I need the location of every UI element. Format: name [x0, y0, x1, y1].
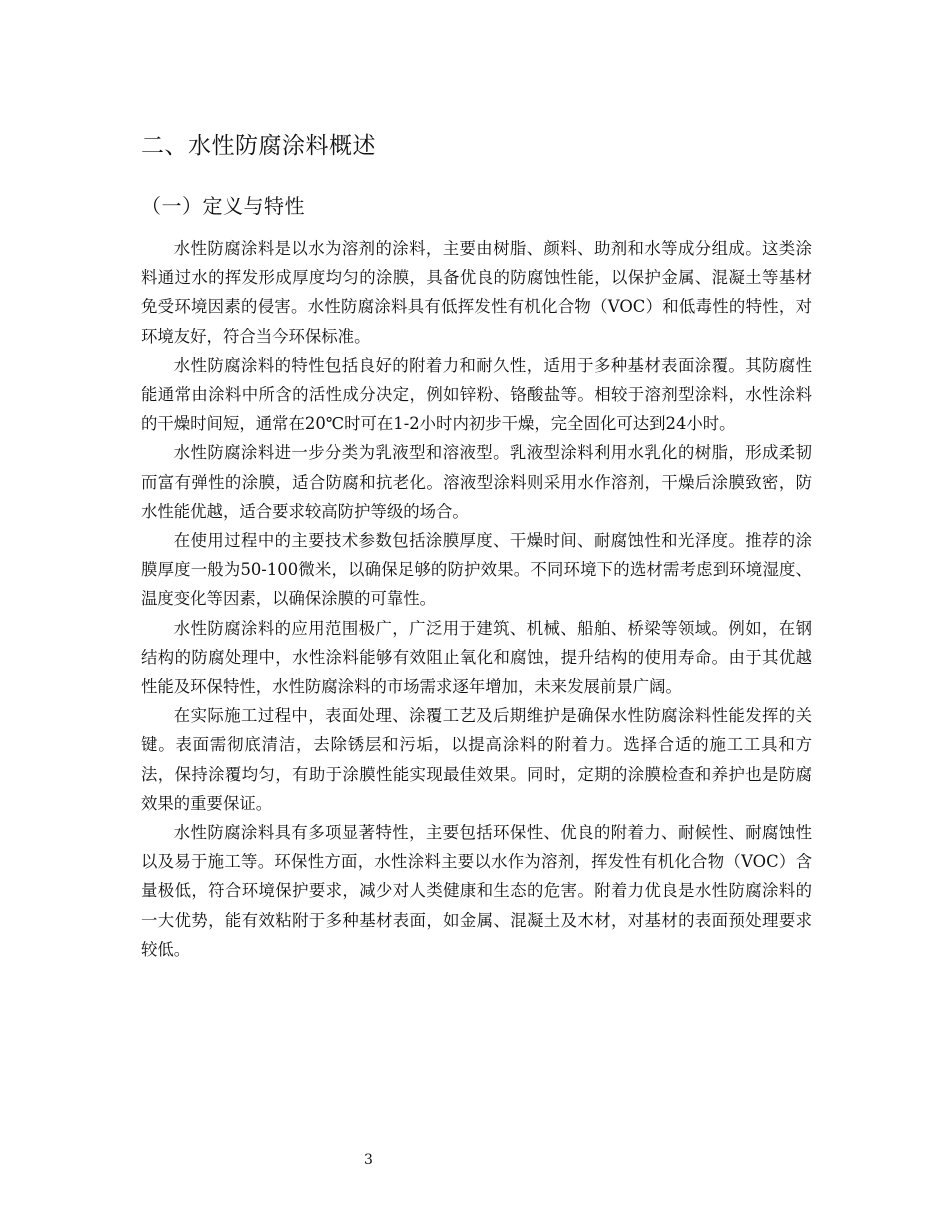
section-heading: 二、水性防腐涂料概述: [141, 133, 376, 159]
page-content: [141, 126, 812, 964]
paragraph-classification: 水性防腐涂料进一步分类为乳液型和溶液型。乳液型涂料利用水乳化的树脂，形成柔韧而富有弹性的涂膜，适合防腐和抗老化。溶液型涂料则采用水作溶剂，干燥后涂膜致密，防水性能优越，适合要求较高防护等级的场合。: [141, 443, 812, 521]
subsection-heading: （一）定义与特性: [141, 194, 305, 218]
page-number: 3: [364, 1152, 373, 1168]
paragraph-applications: 水性防腐涂料的应用范围极广，广泛用于建筑、机械、船舶、桥梁等领域。例如，在钢结构的防腐处理中，水性涂料能够有效阻止氧化和腐蚀，提升结构的使用寿命。由于其优越性能及环保特性，水性防腐涂料的市场需求逐年增加，未来发展前景广阔。: [141, 618, 812, 697]
paragraph-technical-parameters: 在使用过程中的主要技术参数包括涂膜厚度、干燥时间、耐腐蚀性和光泽度。推荐的涂膜厚度一般为50-100微米，以确保足够的防护效果。不同环境下的选材需考虑到环境湿度、温度变化等因素，以确保涂膜的可靠性。: [141, 531, 812, 609]
paragraph-construction: 在实际施工过程中，表面处理、涂覆工艺及后期维护是确保水性防腐涂料性能发挥的关键。表面需彻底清洁，去除锈层和污垢，以提高涂料的附着力。选择合适的施工工具和方法，保持涂覆均匀，有助于涂膜性能实现最佳效果。同时，定期的涂膜检查和养护也是防腐效果的重要保证。: [141, 706, 812, 813]
paragraph-characteristics: 水性防腐涂料的特性包括良好的附着力和耐久性，适用于多种基材表面涂覆。其防腐性能通常由涂料中所含的活性成分决定，例如锌粉、铬酸盐等。相较于溶剂型涂料，水性涂料的干燥时间短，通常在20℃时可在1-2小时内初步干燥，完全固化可达到24小时。: [141, 355, 812, 434]
paragraph-features: 水性防腐涂料具有多项显著特性，主要包括环保性、优良的附着力、耐候性、耐腐蚀性以及易于施工等。环保性方面，水性涂料主要以水作为溶剂，挥发性有机化合物（VOC）含量极低，符合环境保护要求，减少对人类健康和生态的危害。附着力优良是水性防腐涂料的一大优势，能有效粘附于多种基材表面，如金属、混凝土及木材，对基材的表面预处理要求较低。: [141, 823, 812, 959]
paragraph-definition: 水性防腐涂料是以水为溶剂的涂料，主要由树脂、颜料、助剂和水等成分组成。这类涂料通过水的挥发形成厚度均匀的涂膜，具备优良的防腐蚀性能，以保护金属、混凝土等基材免受环境因素的侵害。水性防腐涂料具有低挥发性有机化合物（VOC）和低毒性的特性，对环境友好，符合当今环保标准。: [141, 239, 812, 346]
